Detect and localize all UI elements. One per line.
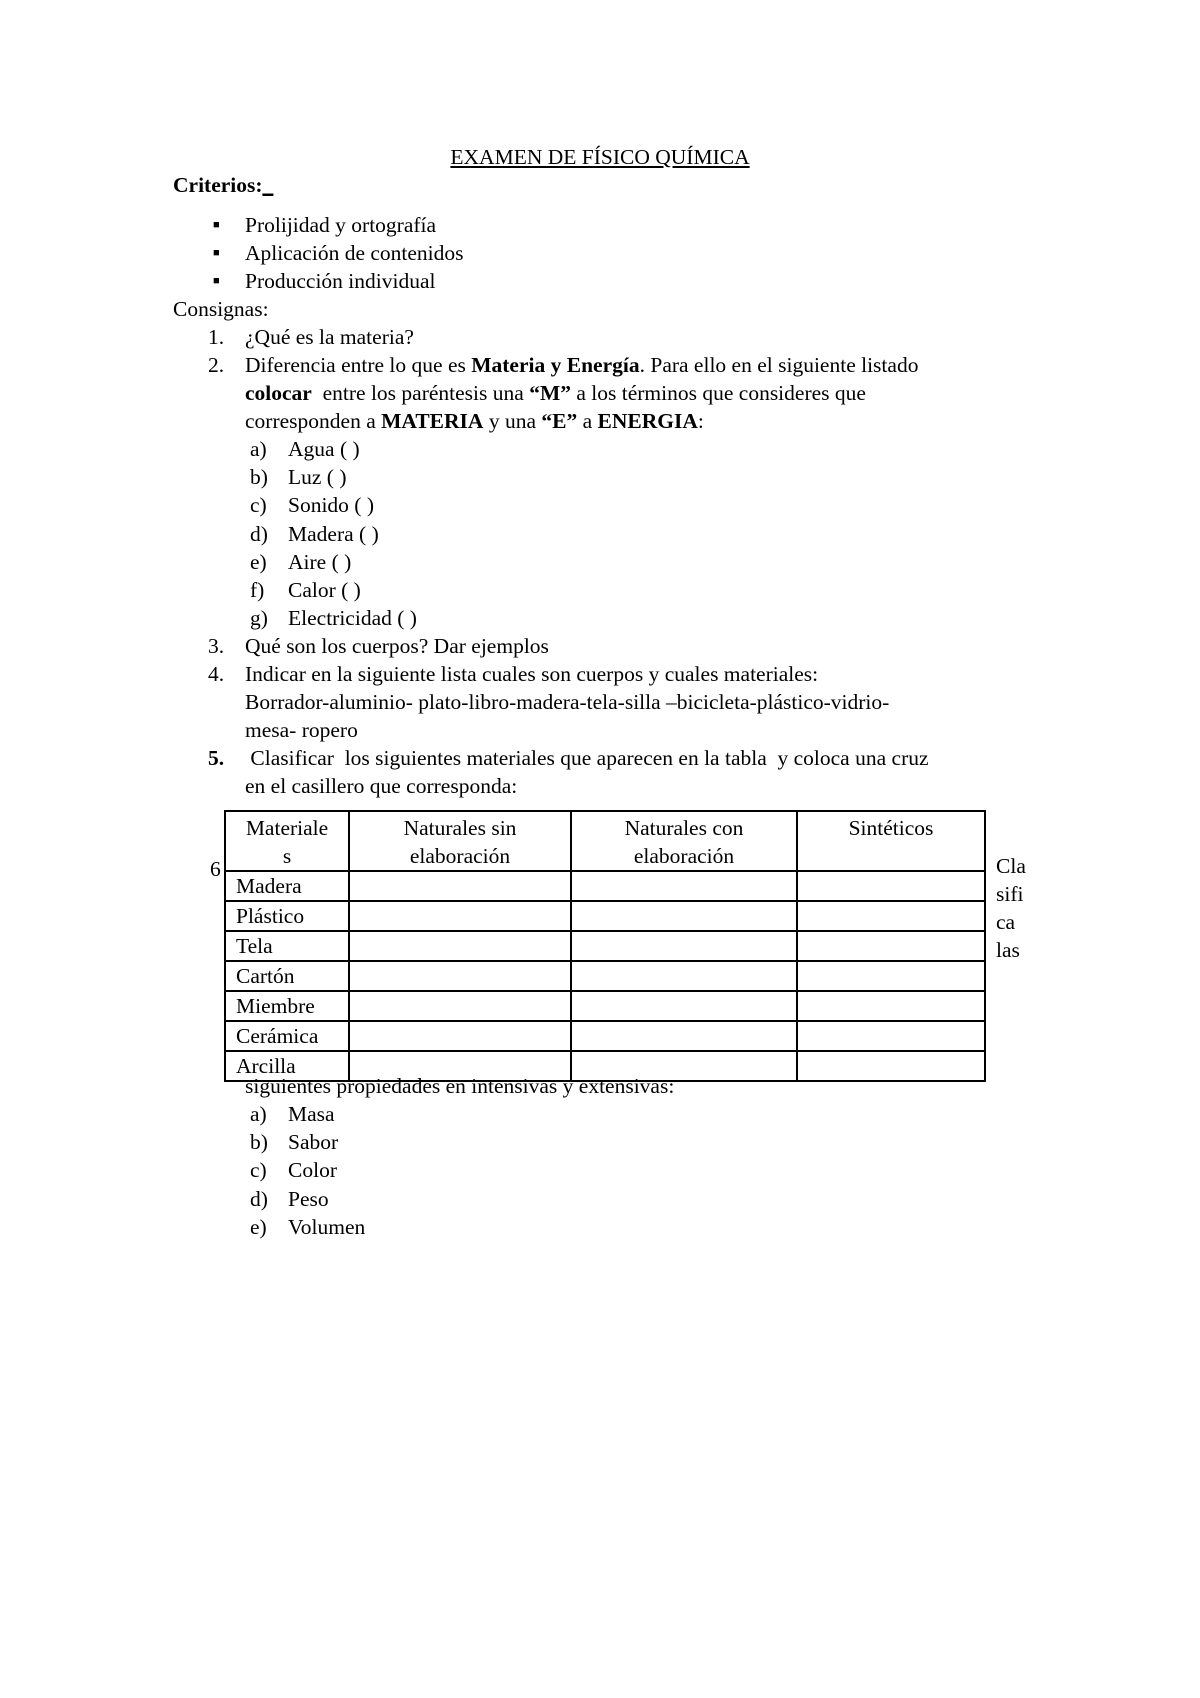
- bullet-icon: ■: [213, 275, 220, 287]
- list-letter: a): [250, 437, 267, 461]
- list-letter: d): [250, 1187, 268, 1211]
- question-6-number: 6: [210, 857, 221, 881]
- question-number: 5.: [208, 746, 225, 770]
- question-6-side-text: las: [996, 938, 1020, 962]
- question-number: 4.: [208, 662, 225, 686]
- bullet-icon: ■: [213, 219, 220, 231]
- list-letter: c): [250, 493, 267, 517]
- bullet-icon: ■: [213, 247, 220, 259]
- row-label: Miembre: [225, 991, 349, 1021]
- text-run: y una: [483, 409, 542, 433]
- list-item: Masa: [288, 1102, 335, 1126]
- answer-cell[interactable]: [571, 1021, 797, 1051]
- answer-cell[interactable]: [571, 961, 797, 991]
- table-row: [225, 961, 985, 991]
- table-header-cell: [225, 811, 349, 871]
- text-run-bold: Materia y Energía: [471, 353, 640, 377]
- answer-cell[interactable]: [571, 991, 797, 1021]
- list-letter: d): [250, 522, 268, 546]
- row-label: Arcilla: [225, 1051, 349, 1081]
- row-label: Tela: [225, 931, 349, 961]
- question-2-line-2: [245, 383, 866, 405]
- answer-cell[interactable]: [797, 901, 985, 931]
- text-run: Diferencia entre lo que es: [245, 353, 472, 377]
- question-3-text: Qué son los cuerpos? Dar ejemplos: [245, 634, 549, 658]
- table-header-cell: [571, 811, 797, 871]
- answer-cell[interactable]: [797, 871, 985, 901]
- list-letter: e): [250, 1215, 267, 1239]
- list-letter: a): [250, 1102, 267, 1126]
- table-row: [225, 1021, 985, 1051]
- answer-cell[interactable]: [349, 871, 571, 901]
- header-line: Naturales con: [624, 816, 744, 840]
- list-item: Madera ( ): [288, 522, 379, 546]
- table-row: [225, 871, 985, 901]
- answer-cell[interactable]: [349, 931, 571, 961]
- header-line: elaboración: [409, 844, 511, 868]
- text-run: :: [697, 409, 704, 433]
- answer-cell[interactable]: [349, 1021, 571, 1051]
- row-label: Cerámica: [225, 1021, 349, 1051]
- text-run: . Para ello en el siguiente listado: [639, 353, 919, 377]
- answer-cell[interactable]: [571, 901, 797, 931]
- criteria-label: Criterios:: [173, 173, 263, 197]
- table-row: [225, 991, 985, 1021]
- question-1-text: ¿Qué es la materia?: [245, 325, 414, 349]
- answer-cell[interactable]: [797, 1021, 985, 1051]
- answer-cell[interactable]: [349, 991, 571, 1021]
- text-run: corresponden a: [245, 409, 382, 433]
- list-item: Sonido ( ): [288, 493, 374, 517]
- list-item: Aire ( ): [288, 550, 352, 574]
- criteria-heading: [173, 175, 273, 197]
- list-letter: g): [250, 606, 268, 630]
- list-item: Luz ( ): [288, 465, 347, 489]
- text-run: a: [577, 409, 598, 433]
- answer-cell[interactable]: [349, 961, 571, 991]
- answer-cell[interactable]: [797, 931, 985, 961]
- text-run-bold: MATERIA: [381, 409, 484, 433]
- question-2-line-1: [245, 355, 918, 377]
- header-line: Naturales sin: [403, 816, 517, 840]
- list-item: Color: [288, 1158, 337, 1182]
- list-item: Volumen: [288, 1215, 366, 1239]
- question-4-line-3: mesa- ropero: [245, 718, 358, 742]
- criteria-item: Producción individual: [245, 269, 436, 293]
- row-label: Madera: [225, 871, 349, 901]
- table-row: [225, 901, 985, 931]
- header-line: Sintéticos: [848, 816, 934, 840]
- criteria-underscore: _: [262, 173, 274, 197]
- text-run-bold: “E”: [541, 409, 578, 433]
- list-letter: b): [250, 1130, 268, 1154]
- table-header-cell: [797, 811, 985, 871]
- row-label: Plástico: [225, 901, 349, 931]
- text-run-bold: “M”: [529, 381, 571, 405]
- question-number: 1.: [208, 325, 225, 349]
- criteria-item: Aplicación de contenidos: [245, 241, 464, 265]
- list-item: Peso: [288, 1187, 329, 1211]
- question-4-line-1: Indicar en la siguiente lista cuales son cuerpos y cuales materiales:: [245, 662, 819, 686]
- text-run-bold: ENERGIA: [597, 409, 698, 433]
- text-run-bold: colocar: [245, 381, 312, 405]
- materials-table: [224, 810, 986, 1082]
- list-letter: b): [250, 465, 268, 489]
- question-2-line-3: [245, 411, 704, 433]
- answer-cell[interactable]: [797, 1051, 985, 1081]
- question-number: 3.: [208, 634, 225, 658]
- list-letter: e): [250, 550, 267, 574]
- header-line: elaboración: [633, 844, 735, 868]
- list-letter: f): [250, 578, 265, 602]
- list-item: Agua ( ): [288, 437, 360, 461]
- exam-title: EXAMEN DE FÍSICO QUÍMICA: [450, 145, 750, 169]
- question-5-line-1: Clasificar los siguientes materiales que aparecen en la tabla y coloca una cruz: [245, 746, 929, 770]
- answer-cell[interactable]: [571, 871, 797, 901]
- text-run: a los términos que consideres que: [570, 381, 866, 405]
- text-run: entre los paréntesis una: [311, 381, 530, 405]
- table-header-cell: [349, 811, 571, 871]
- question-4-line-2: Borrador-aluminio- plato-libro-madera-tela-silla –bicicleta-plástico-vidrio-: [245, 690, 890, 714]
- answer-cell[interactable]: [571, 931, 797, 961]
- question-5-line-2: en el casillero que corresponda:: [245, 774, 518, 798]
- question-6-side-text: ca: [996, 910, 1016, 934]
- header-line: Materiale: [245, 816, 329, 840]
- list-item: Electricidad ( ): [288, 606, 417, 630]
- answer-cell[interactable]: [797, 961, 985, 991]
- list-letter: c): [250, 1158, 267, 1182]
- criteria-item: Prolijidad y ortografía: [245, 213, 437, 237]
- list-item: Sabor: [288, 1130, 339, 1154]
- header-line: s: [282, 844, 292, 868]
- question-6-continuation: siguientes propiedades en intensivas y extensivas:: [245, 1074, 675, 1098]
- answer-cell[interactable]: [797, 991, 985, 1021]
- question-number: 2.: [208, 353, 225, 377]
- question-6-side-text: sifi: [996, 882, 1024, 906]
- row-label: Cartón: [225, 961, 349, 991]
- table-header-row: [225, 811, 985, 871]
- question-6-side-text: Cla: [996, 854, 1026, 878]
- answer-cell[interactable]: [349, 901, 571, 931]
- consignas-label: Consignas:: [173, 297, 269, 321]
- list-item: Calor ( ): [288, 578, 361, 602]
- table-row: [225, 931, 985, 961]
